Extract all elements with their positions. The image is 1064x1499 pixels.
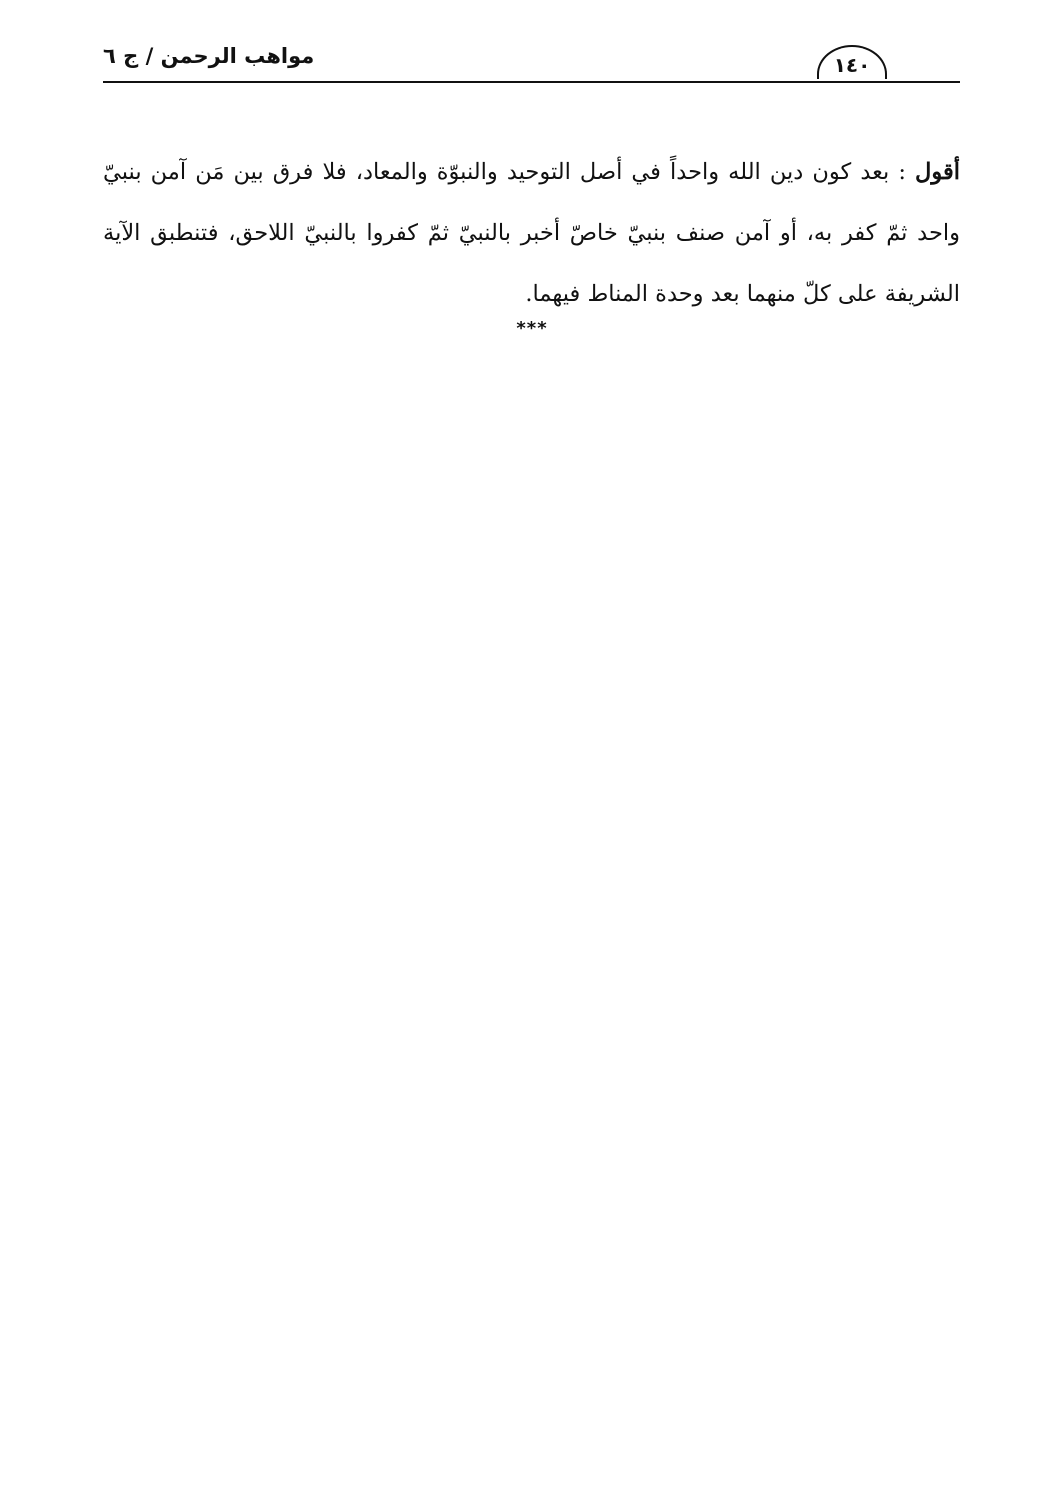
paragraph-text: : بعد كون دين الله واحداً في أصل التوحيد والنبوّة والمعاد، فلا فرق بين مَن آمن بنبيّ واحد ثمّ كفر به، أو آمن صنف بنبيّ خاصّ أخبر بالنبيّ ثمّ كفروا بالنبيّ اللاحق، فتنطبق الآية الشريفة على كلّ منهما بعد وحدة المناط فيهما. (103, 159, 960, 307)
page-header (103, 36, 960, 86)
running-title: مواهب الرحمن / ج ٦ (103, 44, 315, 68)
page-number-badge: ١٤٠ (817, 45, 887, 79)
header-rule (103, 81, 960, 83)
section-separator: *** (516, 318, 548, 339)
body-paragraph (103, 142, 960, 325)
lead-word: أقول (915, 159, 960, 185)
